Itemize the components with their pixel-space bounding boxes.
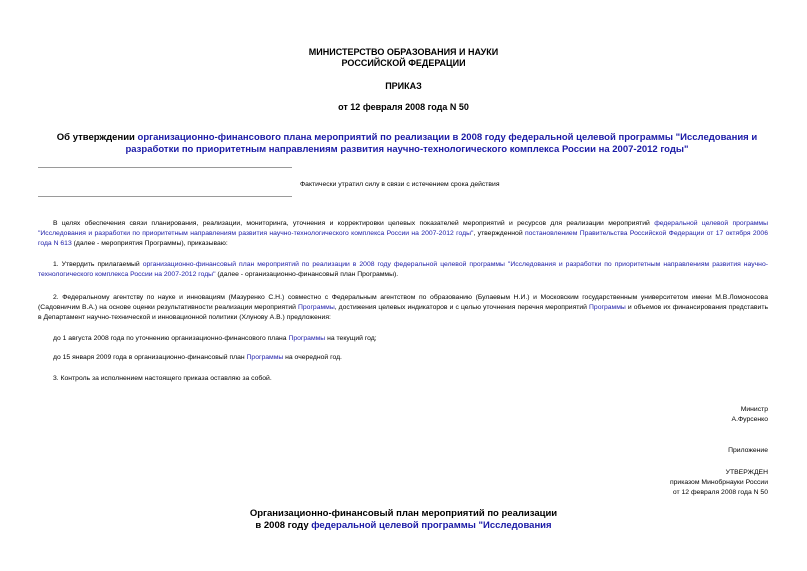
- paragraph-deadline-2: [38, 353, 768, 363]
- document-title: [52, 132, 762, 156]
- appendix-title-prefix: в 2008 году: [255, 520, 312, 531]
- paragraph-item-3: 3. Контроль за исполнением настоящего приказа оставляю за собой.: [53, 375, 272, 382]
- appendix-approved: УТВЕРЖДЕН: [725, 469, 768, 476]
- appendix-title-line-1: Организационно-финансовый план мероприятий по реализации: [249, 508, 558, 519]
- appendix-date-line: от 12 февраля 2008 года N 50: [672, 489, 768, 496]
- title-prefix: Об утверждении: [56, 132, 138, 143]
- item2-text-1: 2. Федеральному агентству по науке и инновациям (Мазуренко С.Н.) совместно с Федеральным агентством по образованию (Булаевым Н.И.) и Московским государственным университетом имени М.В.Ломоносова (Садовничим В.А.) на основе оценки результативности реализации мероприятий: [38, 294, 768, 311]
- paragraph-item-1: [38, 260, 768, 280]
- deadline1-text-2: на текущий год;: [325, 335, 377, 342]
- signature-position: Министр: [740, 406, 768, 413]
- item2-text-2: , достижения целевых индикаторов и с целью уточнения перечня мероприятий: [334, 303, 590, 311]
- link-program-4[interactable]: Программы: [246, 354, 284, 361]
- status-note: Фактически утратил силу в связи с истечением срока действия: [300, 181, 500, 188]
- appendix-label: Приложение: [728, 447, 768, 454]
- link-program-2[interactable]: Программы: [589, 303, 626, 311]
- item1-text-2: (далее - организационно-финансовый план Программы).: [215, 270, 399, 278]
- paragraph-item-2: [38, 293, 768, 322]
- preamble-text-1: В целях обеспечения связи планирования, реализации, мониторинга, уточнения и корректировки целевых показателей мероприятий и ресурсов для реализации мероприятий: [53, 220, 655, 227]
- ministry-line-1: МИНИСТЕРСТВО ОБРАЗОВАНИЯ И НАУКИ: [308, 47, 499, 57]
- signature-name: А.Фурсенко: [731, 416, 768, 423]
- deadline1-text-1: до 1 августа 2008 года по уточнению организационно-финансового плана: [53, 335, 289, 342]
- divider-bottom: [38, 196, 292, 197]
- item2-text-3: и объемов их финансирования представить в Департамент научно-технической и инновационной политики (Хлунову А.В.) предложения:: [38, 303, 768, 321]
- divider-top: [38, 167, 292, 168]
- appendix-title-line-2: [100, 520, 707, 532]
- deadline2-text-2: на очередной год.: [283, 354, 342, 361]
- document-type: ПРИКАЗ: [385, 81, 422, 91]
- appendix-order-line: приказом Минобрнауки России: [669, 479, 768, 486]
- link-program-1[interactable]: Программы: [298, 303, 335, 311]
- title-link[interactable]: организационно-финансового плана мероприятий по реализации в 2008 году федеральной целевой программы "Исследования и разработки по приоритетным направлениям развития научно-технологического комплекса России на 2007-2012 годы": [125, 132, 758, 155]
- preamble-text-2: , утвержденной: [473, 229, 525, 237]
- link-federal-program[interactable]: федеральной целевой программы "Исследования и разработки по приоритетным направлениям развития научно-технологического комплекса России на 2007-2012 годы": [38, 220, 768, 237]
- paragraph-preamble: [38, 219, 768, 248]
- deadline2-text-1: до 15 января 2009 года в организационно-финансовый план: [53, 354, 247, 361]
- ministry-line-2: РОССИЙСКОЙ ФЕДЕРАЦИИ: [341, 58, 466, 68]
- link-org-fin-plan[interactable]: организационно-финансовый план мероприятий по реализации в 2008 году федеральной целевой программы "Исследования и разработки по приоритетным направлениям развития научно-технологического комплекса России на 2007-2012 годы": [38, 261, 768, 278]
- link-appendix-program[interactable]: федеральной целевой программы "Исследования: [311, 520, 552, 531]
- item1-text-1: 1. Утвердить прилагаемый: [53, 261, 143, 268]
- document-date: от 12 февраля 2008 года N 50: [338, 102, 469, 112]
- preamble-text-3: (далее - мероприятия Программы), приказываю:: [71, 239, 228, 247]
- link-government-decree[interactable]: постановлением Правительства Российской Федерации от 17 октября 2006 года N 613: [38, 229, 768, 247]
- paragraph-deadline-1: [38, 334, 768, 344]
- link-program-3[interactable]: Программы: [288, 335, 326, 342]
